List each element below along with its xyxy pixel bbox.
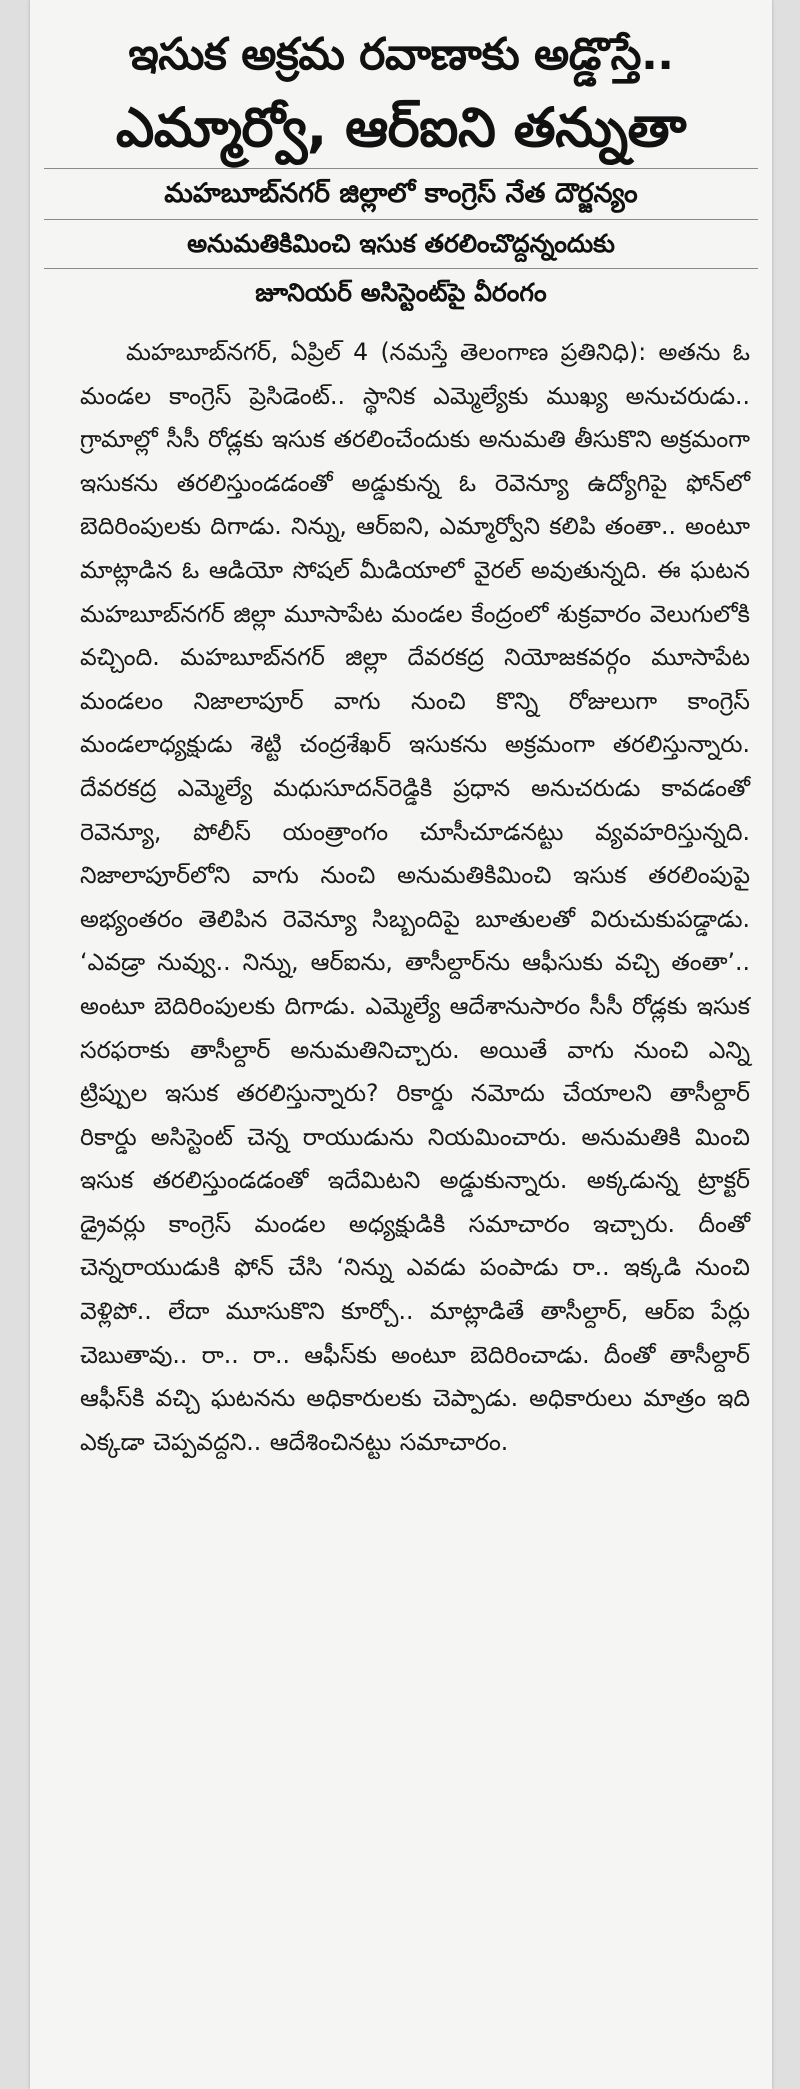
subhead-line-2: జూనియర్ అసిస్టెంట్‌పై వీరంగం xyxy=(255,278,547,307)
subhead-line-1: అనుమతికిమించి ఇసుక తరలించొద్దన్నందుకు xyxy=(187,229,615,258)
newspaper-clipping xyxy=(30,0,772,2089)
kicker: మహబూబ్‌నగర్ జిల్లాలో కాంగ్రెస్ నేత దౌర్జన్యం xyxy=(164,178,638,209)
headline-line-1: ఇసుక అక్రమ రవాణాకు అడ్డొస్తే.. xyxy=(128,29,674,80)
headline-line-2: ఎమ్మార్వో, ఆర్‌ఐని తన్నుతా xyxy=(115,96,687,159)
article-body: మహబూబ్‌నగర్, ఏప్రిల్ 4 (నమస్తే తెలంగాణ ప్రతినిధి): అతను ఓ మండల కాంగ్రెస్ ప్రెసిడెంట్.. స్థానిక ఎమ్మెల్యేకు ముఖ్య అనుచరుడు.. గ్రామాల్లో సీసీ రోడ్లకు ఇసుక తరలించేందుకు అనుమతి తీసుకొని అక్రమంగా ఇసుకను తరలిస్తుండడంతో అడ్డుకున్న ఓ రెవెన్యూ ఉద్యోగిపై ఫోన్‌లో బెదిరింపులకు దిగాడు. నిన్ను, ఆర్‌ఐని, ఎమ్మార్వోని కలిపి తంతా.. అంటూ మాట్లాడిన ఓ ఆడియో సోషల్ మీడియాలో వైరల్ అవుతున్నది. ఈ ఘటన మహబూబ్‌నగర్ జిల్లా మూసాపేట మండల కేంద్రంలో శుక్రవారం వెలుగులోకి వచ్చింది. మహబూబ్‌నగర్ జిల్లా దేవరకద్ర నియోజకవర్గం మూసాపేట మండలం నిజాలాపూర్ వాగు నుంచి కొన్ని రోజులుగా కాంగ్రెస్ మండలాధ్యక్షుడు శెట్టి చంద్రశేఖర్ ఇసుకను అక్రమంగా తరలిస్తున్నారు. దేవరకద్ర ఎమ్మెల్యే మధుసూదన్‌రెడ్డికి ప్రధాన అనుచరుడు కావడంతో రెవెన్యూ, పోలీస్ యంత్రాంగం చూసీచూడనట్టు వ్యవహరిస్తున్నది. నిజాలాపూర్‌లోని వాగు నుంచి అనుమతికిమించి ఇసుక తరలింపుపై అభ్యంతరం తెలిపిన రెవెన్యూ సిబ్బందిపై బూతులతో విరుచుకుపడ్డాడు. ‘ఎవడ్రా నువ్వు.. నిన్ను, ఆర్‌ఐను, తాసీల్దార్‌ను ఆఫీసుకు వచ్చి తంతా’.. అంటూ బెదిరింపులకు దిగాడు. ఎమ్మెల్యే ఆదేశానుసారం సీసీ రోడ్లకు ఇసుక సరఫరాకు తాసీల్దార్ అనుమతినిచ్చారు. అయితే వాగు నుంచి ఎన్ని ట్రిప్పుల ఇసుక తరలిస్తున్నారు? రికార్డు నమోదు చేయాలని తాసీల్దార్ రికార్డు అసిస్టెంట్ చెన్న రాయుడును నియమించారు. అనుమతికి మించి ఇసుక తరలిస్తుండడంతో ఇదేమిటని అడ్డుకున్నారు. అక్కడున్న ట్రాక్టర్ డ్రైవర్లు కాంగ్రెస్ మండల అధ్యక్షుడికి సమాచారం ఇచ్చారు. దీంతో చెన్నరాయుడుకి ఫోన్ చేసి ‘నిన్ను ఎవడు పంపాడు రా.. ఇక్కడి నుంచి వెళ్లిపో.. లేదా మూసుకొని కూర్చో.. మాట్లాడితే తాసీల్దార్, ఆర్‌ఐ పేర్లు చెబుతావు.. రా.. రా.. ఆఫీస్‌కు అంటూ బెదిరించాడు. దీంతో తాసీల్దార్ ఆఫీస్‌కి వచ్చి ఘటనను అధికారులకు చెప్పాడు. అధికారులు మాత్రం ఇది ఎక్కడా చెప్పవద్దని.. ఆదేశించినట్టు సమాచారం. xyxy=(80,338,750,1456)
